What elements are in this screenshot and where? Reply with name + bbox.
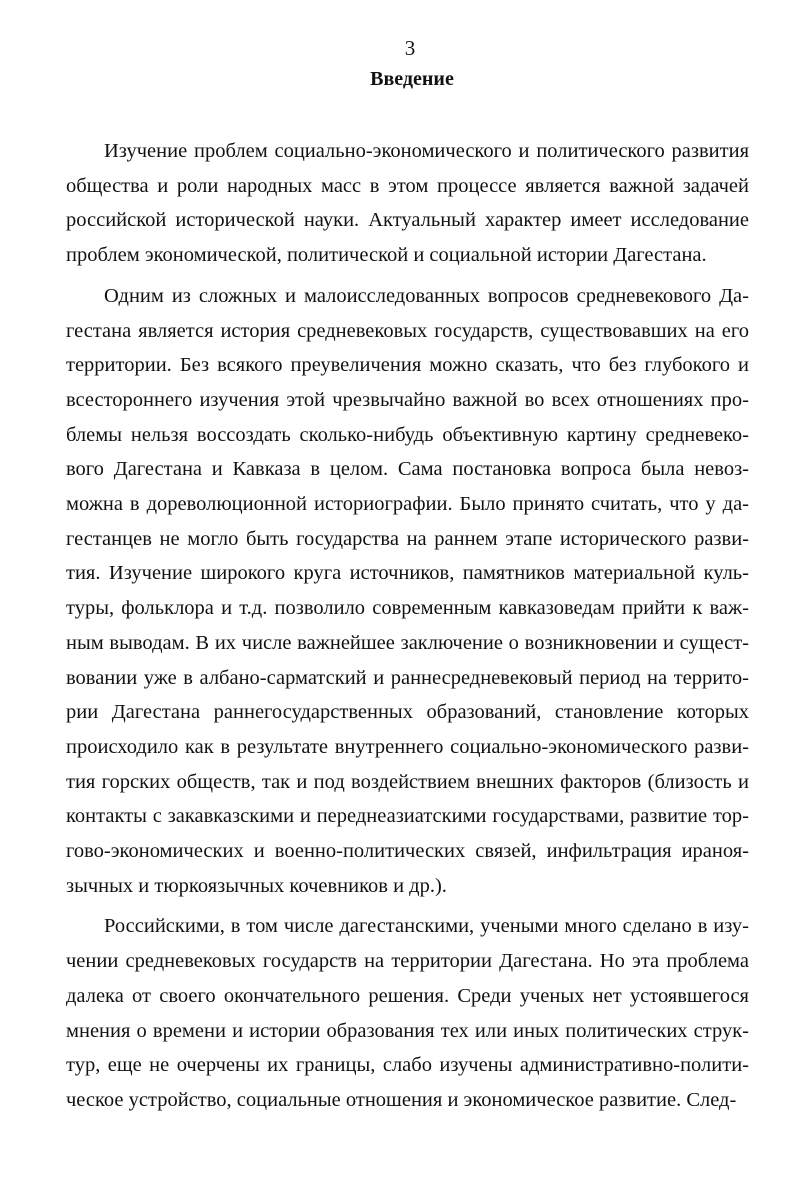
paragraph-3: Российскими, в том числе дагестанскими, учеными много сделано в изучении средневековых государств на территории Дагестана. Но эта проблема далека от своего окончательного решения. Среди ученых нет устоявшегося мнения о времени и истории образования тех или иных политических структур, еще не очерчены их границы, слабо изучены административно-политическое устройство, социальные отношения и экономическое развитие. След- (66, 915, 749, 1111)
paragraph-2: Одним из сложных и малоисследованных вопросов средневекового Дагестана является история средневековых государств, существовавших на его территории. Без всякого преувеличения можно сказать, что без глубокого и всестороннего изучения этой чрезвычайно важной во всех отношениях проблемы нельзя воссоздать сколько-нибудь объективную картину средневекового Дагестана и Кавказа в целом. Сама постановка вопроса была невозможна в дореволюционной историографии. Было принято считать, что у дагестанцев не могло быть государства на раннем этапе исторического развития. Изучение широкого круга источников, памятников материальной культуры, фольклора и т.д. позволило современным кавказоведам прийти к важным выводам. В их числе важнейшее заключение о возникновении и существовании уже в албано-сарматский и раннесредневековый период на территории Дагестана раннегосударственных образований, становление которых происходило как в результате внутреннего социально-экономического развития горских обществ, так и под воздействием внешних факторов (близость и контакты с закавказскими и переднеазиатскими государствами, развитие торгово-экономических и военно-политических связей, инфильтрация ираноязычных и тюркоязычных кочевников и др.). (66, 284, 749, 897)
paragraph-1: Изучение проблем социально-экономического и политического развития общества и роли народных масс в этом процессе является важной задачей российской исторической науки. Актуальный характер имеет исследование проблем экономической, политической и социальной истории Дагестана. (66, 140, 749, 267)
body-text (66, 134, 749, 1118)
page-number: 3 (404, 36, 416, 60)
section-heading: Введение (370, 68, 454, 90)
